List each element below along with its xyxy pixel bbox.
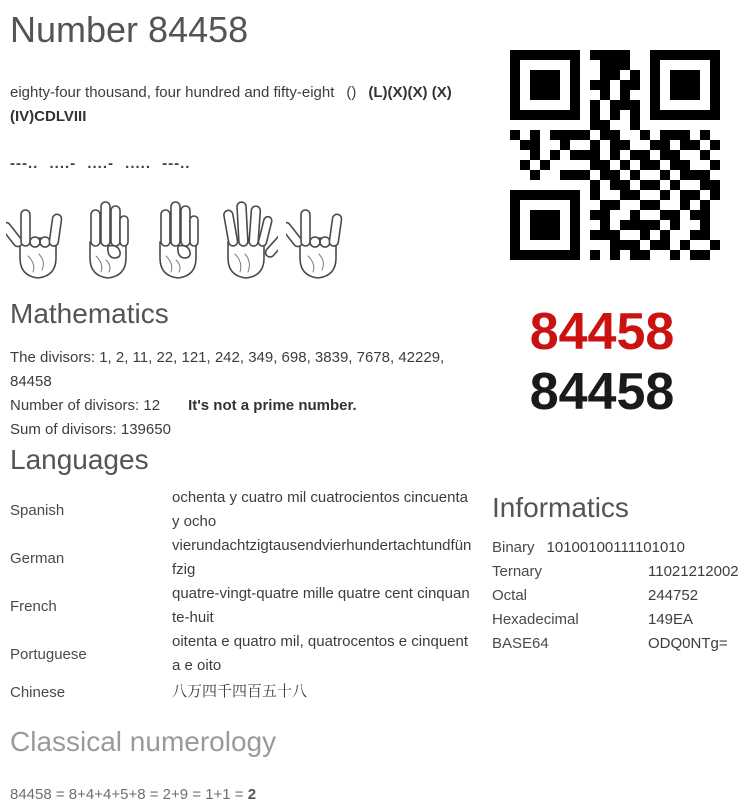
hand-sign-8: [6, 194, 68, 282]
hand-sign-4: [146, 194, 208, 282]
informatics-value: ODQ0NTg=: [648, 635, 728, 652]
page-title: Number 84458: [10, 9, 249, 50]
mathematics-section: [10, 296, 446, 442]
roman-numeral-part1: (L)(X)(X): [368, 84, 428, 101]
qr-code: [510, 50, 720, 260]
numerology-result: 2: [247, 786, 257, 803]
hand-sign-5: [216, 194, 278, 282]
informatics-label: Octal: [492, 587, 528, 604]
informatics-label: Hexadecimal: [492, 611, 579, 628]
language-value: vierundachtzigtausendvierhundertachtundfünfzig: [172, 537, 472, 578]
informatics-label: Ternary: [492, 563, 543, 580]
numerology-equation: [10, 783, 256, 807]
informatics-row: [492, 632, 742, 656]
big-number-display: [488, 302, 716, 422]
divisor-count-line: [10, 394, 446, 418]
number-in-words: [10, 81, 466, 129]
number-red: 84458: [529, 303, 675, 361]
mathematics-heading: Mathematics: [10, 298, 169, 329]
language-value: ochenta y cuatro mil cuatrocientos cincuenta y ocho: [172, 489, 468, 530]
numerology-equation-text: 84458 = 8+4+4+5+8 = 2+9 = 1+1 =: [10, 786, 248, 803]
language-value: oitenta e quatro mil, quatrocentos e cinquenta e oito: [172, 633, 469, 674]
language-row: [10, 630, 480, 678]
language-row: [10, 582, 480, 630]
informatics-table: [492, 536, 742, 656]
languages-table: [10, 486, 480, 706]
informatics-row: [492, 584, 742, 608]
informatics-value: 10100100111101010: [546, 539, 686, 556]
informatics-row: [492, 560, 742, 584]
language-row: [10, 678, 480, 706]
roman-numeral-part2: (X)(IV)CDLVIII: [10, 84, 452, 125]
informatics-value: 244752: [648, 587, 699, 604]
hand-sign-8: [286, 194, 348, 282]
number-black: 84458: [529, 363, 675, 421]
hand-sign-4: [76, 194, 138, 282]
language-value: quatre-vingt-quatre mille quatre cent cinquante-huit: [172, 585, 470, 626]
informatics-value: 11021212002: [648, 563, 739, 580]
language-label: German: [10, 549, 65, 567]
languages-heading: Languages: [10, 444, 149, 475]
divisor-count: Number of divisors: 12: [10, 397, 161, 414]
number-words-text: eighty-four thousand, four hundred and fifty-eight: [10, 84, 335, 101]
empty-parentheses: (): [346, 84, 357, 101]
language-label: Portuguese: [10, 645, 87, 663]
informatics-row: [492, 608, 742, 632]
numerology-heading: Classical numerology: [10, 726, 277, 757]
informatics-heading: Informatics: [492, 492, 629, 523]
informatics-value: 149EA: [648, 611, 694, 628]
informatics-label: BASE64: [492, 635, 549, 652]
language-value: 八万四千四百五十八: [172, 683, 308, 700]
informatics-section: [492, 490, 742, 656]
informatics-label: Binary: [492, 539, 535, 556]
hand-signs: [6, 194, 348, 282]
language-label: French: [10, 597, 57, 615]
divisors-text: The divisors: 1, 2, 11, 22, 121, 242, 349, 698, 3839, 7678, 42229, 84458: [10, 349, 445, 390]
language-row: [10, 486, 480, 534]
language-row: [10, 534, 480, 582]
language-label: Spanish: [10, 501, 65, 519]
informatics-row: [492, 536, 742, 560]
language-label: Chinese: [10, 683, 66, 701]
prime-note: It's not a prime number.: [188, 397, 357, 414]
morse-code: ---.. ....- ....- ..... ---..: [10, 155, 191, 172]
sum-of-divisors: Sum of divisors: 139650: [10, 421, 171, 438]
